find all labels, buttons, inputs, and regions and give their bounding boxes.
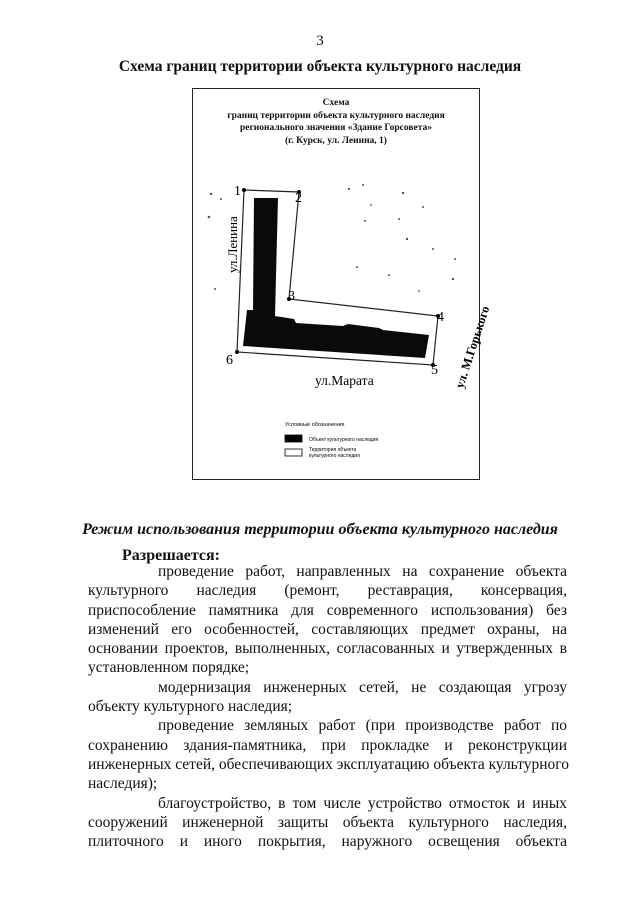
paragraph-line: благоустройство, в том числе устройство отмосток и иных	[158, 794, 567, 812]
legend-label-object: Объект культурного наследия	[309, 437, 379, 443]
legend-label-territory-line1: Территория объекта	[309, 447, 357, 453]
scheme-heading-line: (г. Курск, ул. Ленина, 1)	[285, 135, 387, 146]
legend-label-territory	[309, 447, 360, 459]
paragraph-line: модернизация инженерных сетей, не создающая угрозу	[158, 678, 567, 696]
regime-body	[88, 562, 567, 851]
paragraph-line: приспособление памятника для современного использования) без	[88, 601, 567, 619]
legend-label-territory-line2: культурного наследия	[309, 453, 360, 459]
paragraph-line: плиточного и иного покрытия, наружного освещения объекта	[88, 833, 567, 851]
page-title: Схема границ территории объекта культурного наследия	[118, 58, 522, 75]
allowed-label: Разрешается:	[122, 547, 220, 564]
point-label-6: 6	[226, 353, 233, 368]
street-label-marata: ул.Марата	[315, 373, 374, 388]
legend-swatch-territory	[285, 449, 302, 456]
street-label-lenina: ул.Ленина	[225, 216, 240, 273]
paragraph-line: наследия);	[88, 775, 158, 793]
paragraph-line: сооружений инженерной защиты объекта культурного наследия,	[88, 813, 567, 831]
page-number: 3	[316, 33, 324, 49]
heritage-object	[243, 198, 429, 358]
paragraph-line: установленном порядке;	[88, 659, 250, 677]
legend-title: Условные обозначения	[285, 422, 345, 428]
scheme-heading-line: границ территории объекта культурного наследия	[227, 110, 445, 121]
scheme-heading-line: регионального значения «Здание Горсовета»	[239, 123, 433, 133]
point-label-5: 5	[431, 363, 438, 378]
legend-swatch-object	[285, 435, 302, 442]
point-label-2: 2	[295, 191, 302, 206]
paragraph-line: инженерных сетей, обеспечивающих эксплуатацию объекта культурного	[88, 755, 569, 773]
paragraph-line: проведение земляных работ (при производстве работ по	[158, 717, 567, 735]
scheme-heading-line: Схема	[322, 98, 350, 108]
point-label-1: 1	[234, 184, 241, 199]
scheme-frame	[192, 88, 493, 480]
point-label-3: 3	[288, 289, 295, 304]
paragraph-line: проведение работ, направленных на сохранение объекта	[158, 563, 567, 580]
paragraph-line: культурного наследия (ремонт, реставрация, консервация,	[88, 582, 567, 600]
boundary-map	[193, 89, 493, 479]
paragraph-line: сохранению здания-памятника, при прокладке и реконструкции	[88, 736, 567, 754]
paragraph-line: объекту культурного наследия;	[88, 698, 293, 716]
paragraph-line: основании проектов, выполненных, согласованных и утвержденных в	[88, 640, 567, 658]
point-label-4: 4	[437, 310, 444, 325]
street-label-gorkogo: ул. М.Горького	[452, 304, 493, 390]
paragraph-line: изменений его особенностей, составляющих предмет охраны, на	[88, 620, 567, 638]
regime-heading: Режим использования территории объекта культурного наследия	[82, 521, 558, 538]
